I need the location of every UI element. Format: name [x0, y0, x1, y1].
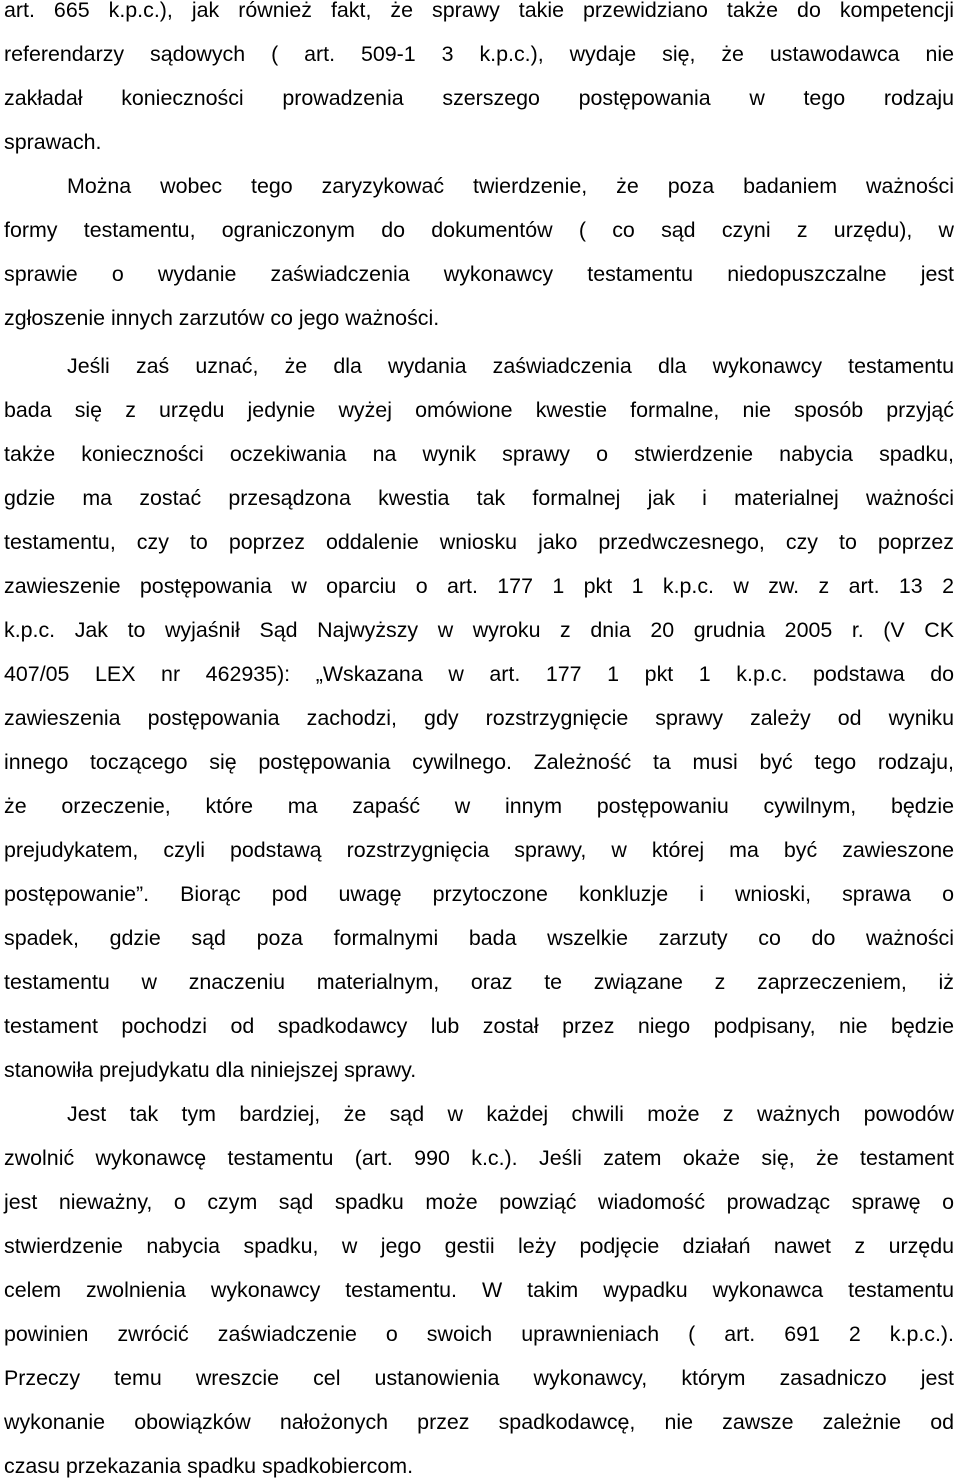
text-line: celem zwolnienia wykonawcy testamentu. W takim wypadku wykonawca testamentu: [4, 1278, 954, 1302]
text-line: jest nieważny, o czym sąd spadku może powziąć wiadomość prowadząc sprawę o: [4, 1190, 954, 1214]
text-line: stanowiła prejudykatu dla niniejszej sprawy.: [4, 1058, 417, 1082]
text-line: prejudykatem, czyli podstawą rozstrzygnięcia sprawy, w której ma być zawieszone: [4, 838, 954, 862]
text-line: referendarzy sądowych ( art. 509-1 3 k.p.c.), wydaje się, że ustawodawca nie: [4, 42, 954, 66]
text-line: 407/05 LEX nr 462935): „Wskazana w art. 177 1 pkt 1 k.p.c. podstawa do: [4, 662, 954, 686]
text-line: zawieszenie postępowania w oparciu o art. 177 1 pkt 1 k.p.c. w zw. z art. 13 2: [4, 574, 954, 598]
text-line: innego toczącego się postępowania cywilnego. Zależność ta musi być tego rodzaju,: [4, 750, 954, 774]
text-line: także konieczności oczekiwania na wynik sprawy o stwierdzenie nabycia spadku,: [4, 442, 954, 466]
text-line: sprawie o wydanie zaświadczenia wykonawcy testamentu niedopuszczalne jest: [4, 262, 954, 286]
text-line: zwolnić wykonawcę testamentu (art. 990 k.c.). Jeśli zatem okaże się, że testament: [4, 1146, 954, 1170]
text-line: postępowanie”. Biorąc pod uwagę przytoczone konkluzje i wnioski, sprawa o: [4, 882, 954, 906]
text-line: bada się z urzędu jedynie wyżej omówione kwestie formalne, nie sposób przyjąć: [4, 398, 954, 422]
paragraph-first-line: Jeśli zaś uznać, że dla wydania zaświadczenia dla wykonawcy testamentu: [67, 354, 954, 378]
text-line: powinien zwrócić zaświadczenie o swoich uprawnieniach ( art. 691 2 k.p.c.).: [4, 1322, 954, 1346]
text-line: zawieszenia postępowania zachodzi, gdy rozstrzygnięcie sprawy zależy od wyniku: [4, 706, 954, 730]
text-line: wykonanie obowiązków nałożonych przez spadkodawcę, nie zawsze zależnie od: [4, 1410, 954, 1434]
text-line: formy testamentu, ograniczonym do dokumentów ( co sąd czyni z urzędu), w: [4, 218, 954, 242]
paragraph-first-line: Można wobec tego zaryzykować twierdzenie, że poza badaniem ważności: [67, 174, 954, 198]
text-line: testament pochodzi od spadkodawcy lub został przez niego podpisany, nie będzie: [4, 1014, 954, 1038]
text-line: testamentu w znaczeniu materialnym, oraz te związane z zaprzeczeniem, iż: [4, 970, 954, 994]
text-line: testamentu, czy to poprzez oddalenie wniosku jako przedwczesnego, czy to poprzez: [4, 530, 954, 554]
text-line: art. 665 k.p.c.), jak również fakt, że sprawy takie przewidziano także do kompetencji: [4, 0, 954, 22]
text-line: stwierdzenie nabycia spadku, w jego gestii leży podjęcie działań nawet z urzędu: [4, 1234, 954, 1258]
text-line: Przeczy temu wreszcie cel ustanowienia wykonawcy, którym zasadniczo jest: [4, 1366, 954, 1390]
paragraph-first-line: Jest tak tym bardziej, że sąd w każdej chwili może z ważnych powodów: [67, 1102, 954, 1126]
text-line: że orzeczenie, które ma zapaść w innym postępowaniu cywilnym, będzie: [4, 794, 954, 818]
text-line: sprawach.: [4, 130, 102, 154]
text-line: gdzie ma zostać przesądzona kwestia tak formalnej jak i materialnej ważności: [4, 486, 954, 510]
text-line: k.p.c. Jak to wyjaśnił Sąd Najwyższy w wyroku z dnia 20 grudnia 2005 r. (V CK: [4, 618, 954, 642]
text-line: spadek, gdzie sąd poza formalnymi bada wszelkie zarzuty co do ważności: [4, 926, 954, 950]
text-line: zakładał konieczności prowadzenia szerszego postępowania w tego rodzaju: [4, 86, 954, 110]
text-line: czasu przekazania spadku spadkobiercom.: [4, 1454, 414, 1478]
text-line: zgłoszenie innych zarzutów co jego ważności.: [4, 306, 440, 330]
